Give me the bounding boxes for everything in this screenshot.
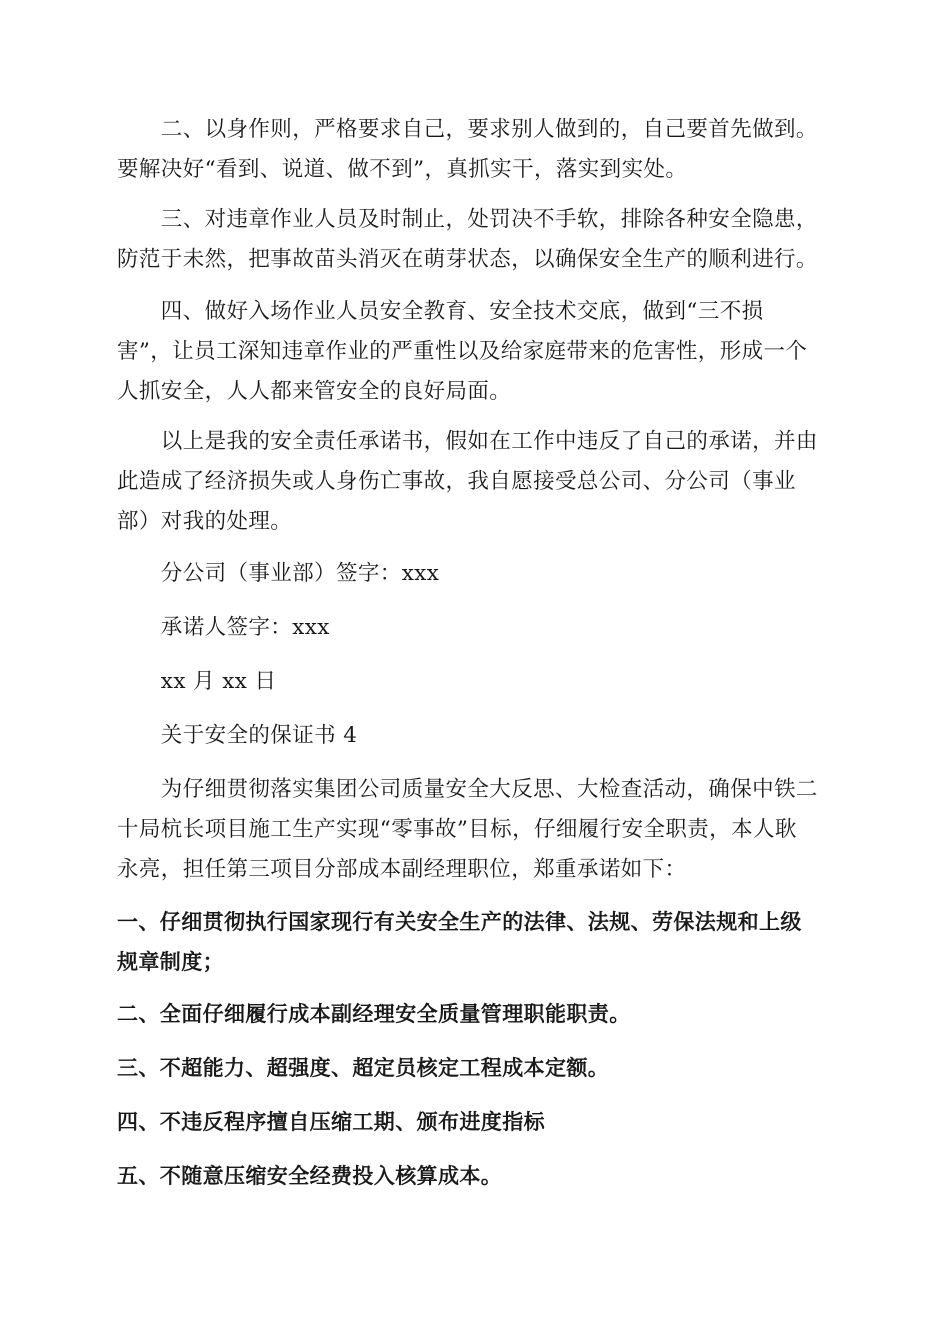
commitment-item-3: 三、不超能力、超强度、超定员核定工程成本定额。 bbox=[117, 1056, 610, 1080]
paragraph-responsibility-statement: 以上是我的安全责任承诺书，假如在工作中违反了自己的承诺，并由 此造成了经济损失或人身伤亡事故，我自愿接受总公司、分公司（事业 部）对我的处理。 bbox=[117, 429, 818, 534]
commitment-item-5: 五、不随意压缩安全经费投入核算成本。 bbox=[117, 1164, 503, 1188]
commitment-item-4: 四、不违反程序擅自压缩工期、颁布进度指标 bbox=[117, 1110, 545, 1134]
section-title: 关于安全的保证书 4 bbox=[117, 723, 358, 748]
paragraph-lead-by-example: 二、以身作则，严格要求自己，要求别人做到的，自己要首先做到。 要解决好“看到、说道、做不到”，真抓实干，落实到实处。 bbox=[117, 117, 818, 182]
date-line: xx 月 xx 日 bbox=[117, 669, 277, 694]
commitment-item-1: 一、仔细贯彻执行国家现行有关安全生产的法律、法规、劳保法规和上级 规章制度； bbox=[117, 910, 802, 974]
paragraph-introduction: 为仔细贯彻落实集团公司质量安全大反思、大检查活动，确保中铁二 十局杭长项目施工生产实现“零事故”目标，仔细履行安全职责，本人耿 永亮，担任第三项目分部成本副经理职位，郑重承诺如下： bbox=[117, 777, 818, 882]
commitment-item-2: 二、全面仔细履行成本副经理安全质量管理职能职责。 bbox=[117, 1002, 631, 1026]
paragraph-safety-education: 四、做好入场作业人员安全教育、安全技术交底，做到“三不损 害”，让员工深知违章作业的严重性以及给家庭带来的危害性，形成一个 人抓安全，人人都来管安全的良好局面。 bbox=[117, 299, 808, 404]
paragraph-stop-violations: 三、对违章作业人员及时制止，处罚决不手软，排除各种安全隐患， 防范于未然，把事故苗头消灭在萌芽状态，以确保安全生产的顺利进行。 bbox=[117, 207, 818, 272]
branch-signature-line: 分公司（事业部）签字：xxx bbox=[117, 561, 440, 586]
promisor-signature-line: 承诺人签字：xxx bbox=[117, 615, 330, 640]
